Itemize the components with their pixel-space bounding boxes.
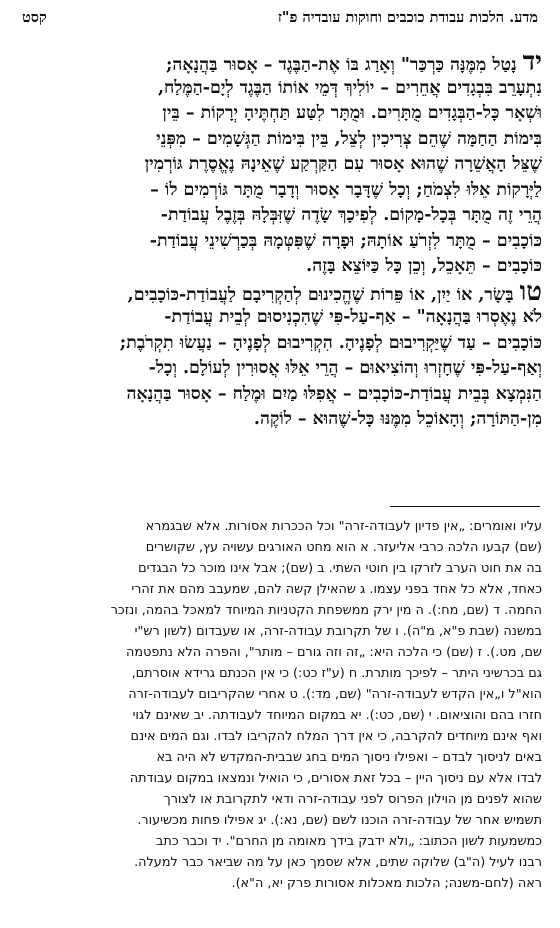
- paragraph-15-line: מִן-הַתּוֹרָה; וְהָאוֹכֵל מִמֶּנּוּ כָּל-שֶׁהוּא – לוֹקֶה.: [253, 409, 542, 429]
- footnote-line: תשמיש אחר של עבודה-זרה הוכנו לשם (שם, נא:). יג אפילו פחות מכשיעור.: [137, 813, 542, 828]
- paragraph-number-14: יד: [522, 50, 542, 76]
- page-number: קסט: [22, 9, 47, 26]
- paragraph-14-line: שֶׁצֵּל הָאֲשֵׁרָה שֶׁהוּא אָסוּר עִם הַקַּרְקַע שֶׁאֵינָהּ נֶאֱסֶרֶת גּוֹרְמִין: [144, 154, 542, 174]
- paragraph-14-line: הֲרֵי זֶה מֻתָּר בְּכָל-מָקוֹם. לְפִיכָךְ שָׂדֶה שֶׁזִּבְּלָהּ בְּזֶבֶל עֲבוֹדַת-: [160, 205, 542, 225]
- paragraph-15-line: כּוֹכָבִים – עַד שֶׁיַּקְרִיבוּם לְפָנֶיהָ. הִקְרִיבוּם לְפָנֶיהָ – נַעֲשׂוּ תִקְרֹבֶת;: [119, 332, 542, 353]
- paragraph-14-line: כּוֹכָבִים – מֻתָּר לִזְרֹעַ אוֹתָהּ; וּפָרָה שֶׁפִּטְּמָהּ בְּכַרְשִׁינֵי עֲבוֹדַת-: [149, 230, 542, 251]
- footnote-line: שם, מט.). ז (שם) כי הלכה היא: „זה וזה גורם – מותר", והפרה הלא נתפטמה: [126, 645, 542, 660]
- paragraph-number-15: טו: [519, 279, 542, 305]
- footnote-line: באים לניסוך לבדם – ואפילו ניסוך המים בחג שבבית-המקדש לא היה בא: [156, 750, 542, 765]
- main-text: [18, 50, 542, 433]
- footnote-line: לבדו אלא עם ניסוך היין – בכל זאת אסורים, כי הואיל ונמצאו במקום עבודתה: [129, 771, 542, 786]
- footnote-line: במשנה (שבת פ"א, מ"ה). ו של תקרובת עבודה-זרה, או שעבדום (לשון רש"י: [134, 624, 542, 639]
- paragraph-15-text: בָּשָׂר, אוֹ יַיִן, אוֹ פֵּרוֹת שֶׁהֱכִינוּם לְהַקְרִיבָם לַעֲבוֹדַת-כּוֹכָבִים,: [127, 284, 514, 305]
- paragraph-15-line: הַנִּמְצָא בְּבֵית עֲבוֹדַת-כּוֹכָבִים – אֲפִלּוּ מַיִם וּמֶלַח – אָסוּר בַּהֲנָאָה: [126, 383, 542, 404]
- paragraph-15-line: לֹא נֶאֶסְרוּ בַּהֲנָאָה" – אַף-עַל-פִּי שֶׁהִכְנִיסוּם לְבֵית עֲבוֹדַת-: [164, 307, 542, 327]
- footnote-line: ואף אינם מיוחדים להקרבה, כי אין דרך המלח להקריבו לבדו. וגם המים אינם: [130, 729, 542, 744]
- paragraph-14-text: נָטַל מִמֶּנָּה כַּרְכַּר" וְאָרַג בּוֹ אֶת-הַבֶּגֶד – אָסוּר בַּהֲנָאָה;: [165, 55, 517, 75]
- footnote-line: שהוא לפנים מן הוילון הפרוס לפני עבודה-זרה ודאי לתקרובת או לצורך: [163, 792, 542, 807]
- paragraph-14-line: [18, 50, 542, 76]
- footnote-line: חזרו בהם והוציאום. י (שם, כט:). יא במקום המיוחד לעבודתה. יב שאינם לגוי: [132, 708, 542, 723]
- footnote-line: כמשמעות לשון הכתוב: „ולא ידבק בידך מאומה מן החרם". יד וכבר כתב: [156, 834, 542, 849]
- paragraph-14-line: לַיְּרָקוֹת אֵלּוּ לִצְמֹחַ; וְכָל שֶׁדָּבָר אָסוּר וְדָבָר מֻתָּר גּוֹרְמִים לוֹ –: [150, 179, 542, 200]
- footnote-line: גם בכרשיני היתר – לפיכך מותרת. ח (ע"ז כט:) כי אין הכנתם גרידא אוסרתם,: [131, 666, 542, 681]
- footnote-line: הוא"ל ו„אין הקדש לעבודה-זרה" (שם, מד:). ט אחרי שהקריבום לעבודה-זרה: [128, 687, 542, 702]
- header-title: מדע. הלכות עבודת כוכבים וחוקות עובדיה פ"ז: [277, 9, 538, 26]
- running-header: [22, 6, 538, 30]
- footnotes: [18, 516, 542, 894]
- footnote-line: (שם) קבעו הלכה כרבי אליעזר. א הוא מחט האורגים עשויה עץ, שקושרים: [145, 540, 542, 555]
- footnote-line: עליו ואומרים: „אין פדיון לעבודה-זרה" וכל הככרות אסורות. אלא שבגמרא: [145, 519, 542, 534]
- footnote-line: רבנו לעיל (ה"ב) שלוקה שתים, אלא שסמך כאן על מה שביאר כבר למעלה.: [134, 855, 542, 870]
- paragraph-14-line: בִּימוֹת הַחַמָּה שֶׁהֵם צְרִיכִין לְצֵל, בֵּין בִּימוֹת הַגְּשָׁמִים – מִפְּנֵי: [156, 128, 542, 149]
- paragraph-15-line: וְאַף-עַל-פִּי שֶׁחָזְרוּ וְהוֹצִיאוּם – הֲרֵי אֵלּוּ אֲסוּרִין לְעוֹלָם. וְכָל-: [148, 358, 542, 378]
- footnote-line: בה את חוט הערב לזרקו בין חוטי השתי. ב (שם); אבל אינו מוכר כל הבגדים: [138, 561, 542, 576]
- paragraph-14-line: וּשְׁאָר כָּל-הַבְּגָדִים מֻתָּרִים. וּמֻתָּר לִטַּע תַּחְתֶּיהָ יְרָקוֹת – בֵּין: [162, 103, 542, 123]
- footnote-divider: [390, 506, 540, 507]
- paragraph-14-line: כּוֹכָבִים – תֵּאָכֵל, וְכֵן כָּל כַּיּוֹצֵא בָּזֶה.: [306, 256, 542, 276]
- paragraph-14-line: נִתְעָרֵב בִּבְגָדִים אֲחֵרִים – יוֹלִיךְ דְּמֵי אוֹתוֹ הַבֶּגֶד לְיָם-הַמֶּלַח,: [157, 77, 542, 98]
- footnote-line: החמה. ד (שם, מח:). ה מין ירק ממשפחת הקטניות המיוחד למאכל בהמה, ונזכר: [110, 603, 542, 618]
- footnote-line: ראה (לחם-משנה; הלכות מאכלות אסורות פרק יא, ה"א).: [231, 876, 542, 891]
- footnote-line: כאחד, אלא כל אחד בפני עצמו. ג שהאילן קשה להם, שמעבב מהם את זהרי: [131, 582, 542, 597]
- paragraph-15-line: [18, 280, 542, 306]
